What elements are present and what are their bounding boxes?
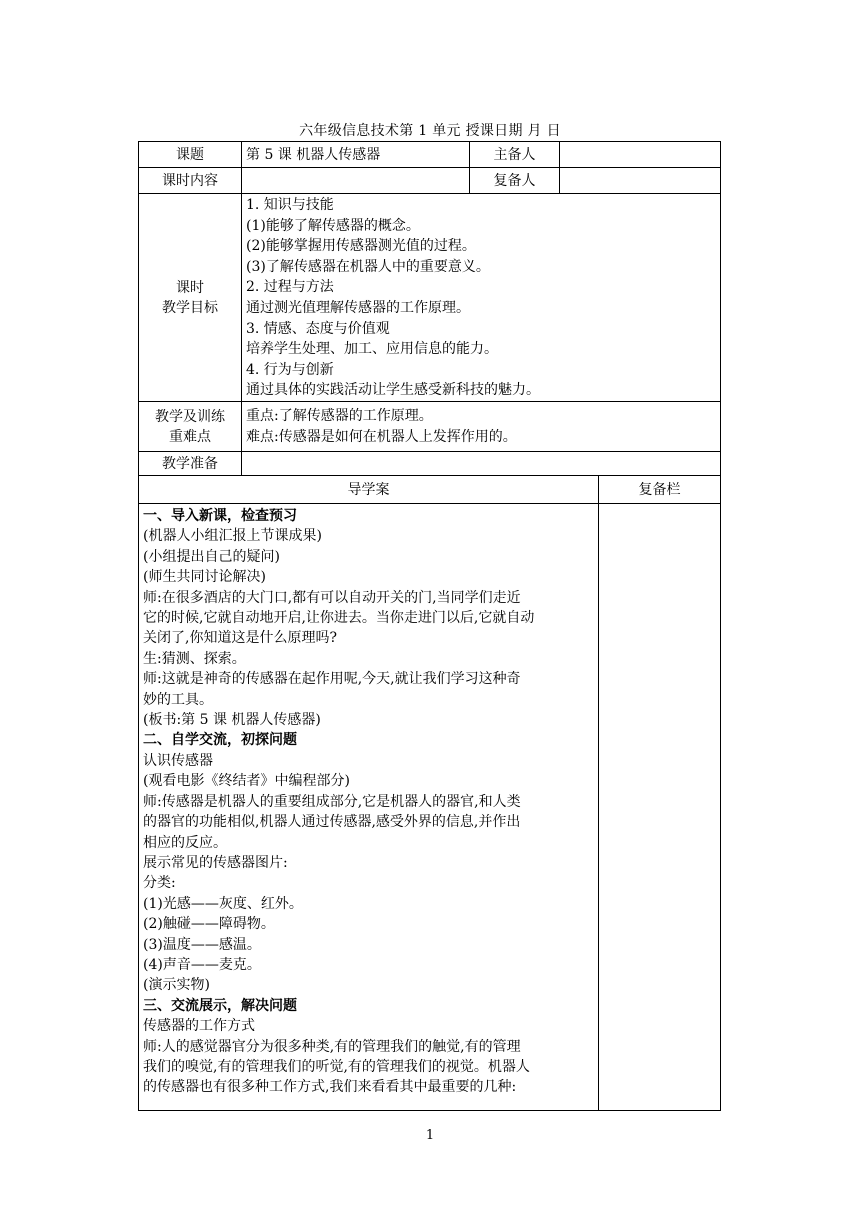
guide-line: 师:人的感觉器官分为很多种类,有的管理我们的触觉,有的管理 [143, 1038, 521, 1055]
guide-line: (小组提出自己的疑问) [143, 548, 280, 565]
goal-line: 培养学生处理、加工、应用信息的能力。 [246, 341, 498, 358]
guide-line: 师:在很多酒店的大门口,都有可以自动开关的门,当同学们走近 [143, 589, 521, 606]
guide-line: 关闭了,你知道这是什么原理吗? [143, 630, 337, 647]
guide-heading: 一、导入新课，检查预习 [143, 508, 297, 524]
guide-line: 相应的反应。 [143, 834, 227, 851]
content-value [242, 168, 470, 194]
goals-label [139, 194, 242, 402]
prep-label: 教学准备 [139, 452, 242, 476]
guide-header: 导学案 [139, 476, 599, 504]
goals-label-line-1: 课时 [176, 279, 204, 296]
guide-heading: 三、交流展示，解决问题 [143, 997, 297, 1014]
guide-line: 传感器的工作方式 [143, 1018, 255, 1035]
guide-line: 它的时候,它就自动地开启,让你进去。当你走进门以后,它就自动 [143, 610, 535, 627]
guide-line: (板书:第 5 课 机器人传感器) [143, 712, 321, 729]
review-header: 复备栏 [599, 476, 721, 504]
goals-label-line-2: 教学目标 [162, 299, 218, 316]
key-points-label-line-1: 教学及训练 [155, 408, 225, 425]
goal-line: 2. 过程与方法 [246, 279, 334, 296]
guide-line: 妙的工具。 [143, 691, 213, 708]
key-point-line: 重点:了解传感器的工作原理。 [246, 407, 433, 424]
guide-line: (观看电影《终结者》中编程部分) [143, 773, 350, 790]
guide-content [139, 504, 599, 1111]
guide-line: 我们的嗅觉,有的管理我们的听觉,有的管理我们的视觉。机器人 [143, 1058, 530, 1075]
content-label: 课时内容 [139, 168, 242, 194]
goal-line: (3)了解传感器在机器人中的重要意义。 [246, 258, 490, 275]
review-column [599, 504, 721, 1111]
goal-line: 通过测光值理解传感器的工作原理。 [246, 299, 470, 316]
guide-line: 的传感器也有很多种工作方式,我们来看看其中最重要的几种: [143, 1079, 517, 1096]
topic-value: 第 5 课 机器人传感器 [242, 142, 470, 168]
reviewer-value [560, 168, 721, 194]
document-title: 六年级信息技术第 1 单元 授课日期 月 日 [299, 123, 561, 139]
topic-label: 课题 [139, 142, 242, 168]
guide-line: (2)触碰——障碍物。 [143, 916, 275, 933]
guide-line: 展示常见的传感器图片: [143, 854, 288, 871]
lesson-plan-table [138, 141, 721, 1111]
guide-line: (师生共同讨论解决) [143, 569, 266, 586]
main-preparer-label: 主备人 [470, 142, 560, 168]
guide-line: (1)光感——灰度、红外。 [143, 895, 303, 912]
guide-line: 师:这就是神奇的传感器在起作用呢,今天,就让我们学习这种奇 [143, 671, 521, 688]
goal-line: 4. 行为与创新 [246, 361, 334, 378]
prep-value [242, 452, 721, 476]
main-preparer-value [560, 142, 721, 168]
guide-line: (机器人小组汇报上节课成果) [143, 528, 322, 545]
key-points-label-line-2: 重难点 [169, 428, 211, 445]
key-points-content [242, 402, 721, 452]
goal-line: 通过具体的实践活动让学生感受新科技的魅力。 [246, 382, 540, 399]
key-points-label [139, 402, 242, 452]
guide-line: (3)温度——感温。 [143, 936, 261, 953]
goal-line: (1)能够了解传感器的概念。 [246, 217, 420, 234]
guide-line: 分类: [143, 875, 176, 892]
guide-line: 的器官的功能相似,机器人通过传感器,感受外界的信息,并作出 [143, 814, 521, 831]
page-number: 1 [425, 1128, 435, 1143]
goal-line: (2)能够掌握用传感器测光值的过程。 [246, 238, 476, 255]
guide-line: (演示实物) [143, 977, 210, 994]
goal-line: 3. 情感、态度与价值观 [246, 320, 390, 337]
goals-content [242, 194, 721, 402]
guide-line: (4)声音——麦克。 [143, 956, 261, 973]
reviewer-label: 复备人 [470, 168, 560, 194]
guide-line: 师:传感器是机器人的重要组成部分,它是机器人的器官,和人类 [143, 793, 521, 810]
guide-line: 生:猜测、探索。 [143, 650, 246, 667]
guide-line: 认识传感器 [143, 752, 213, 769]
guide-heading: 二、自学交流，初探问题 [143, 732, 297, 749]
key-point-line: 难点:传感器是如何在机器人上发挥作用的。 [246, 428, 517, 445]
goal-line: 1. 知识与技能 [246, 197, 334, 213]
